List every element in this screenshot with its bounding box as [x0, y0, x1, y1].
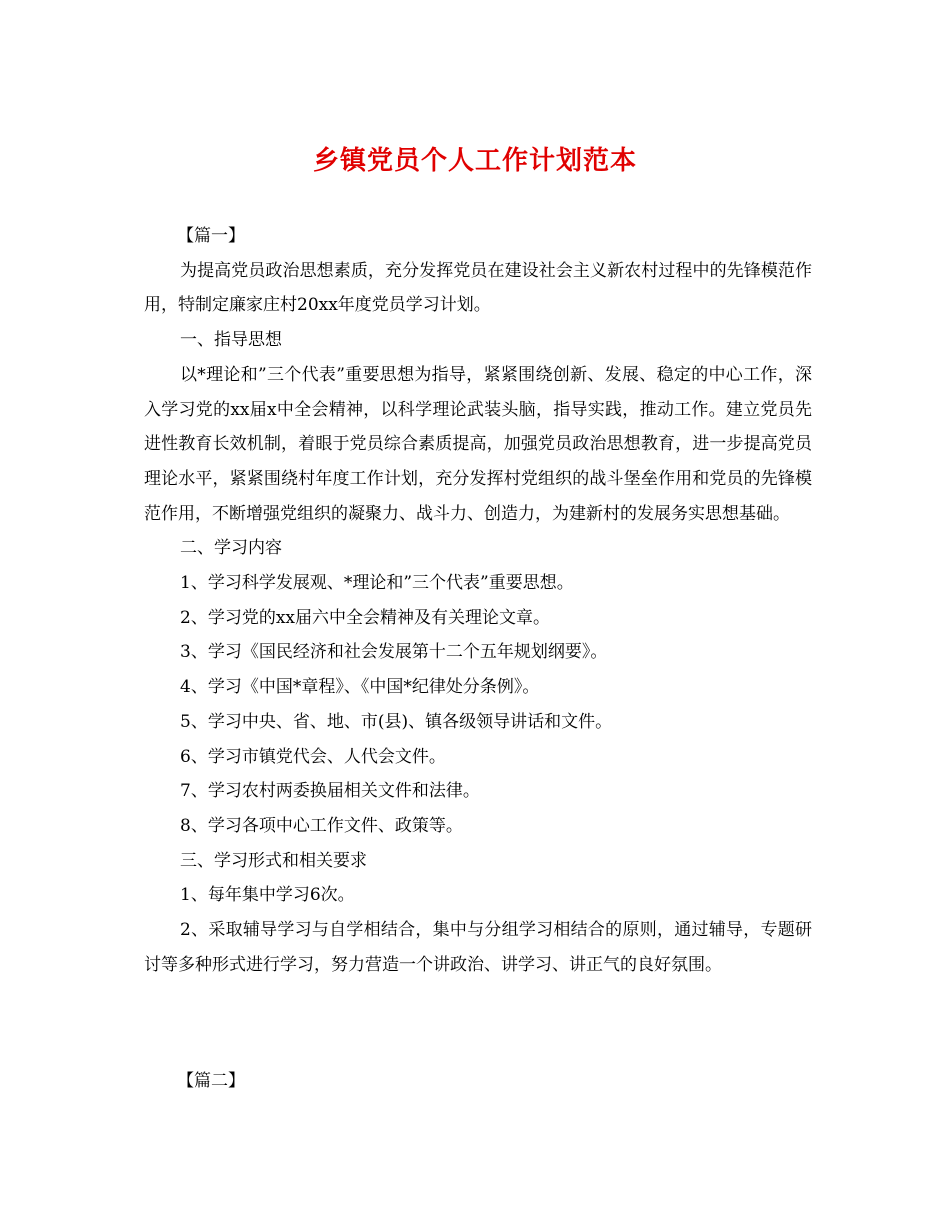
document-body	[144, 219, 812, 982]
heading-study-form: 三、学习形式和相关要求	[180, 850, 367, 871]
list-item: 7、学习农村两委换届相关文件和法律。	[180, 781, 480, 802]
list-item: 1、每年集中学习6次。	[180, 885, 355, 906]
heading-study-content: 二、学习内容	[180, 538, 282, 559]
list-item: 5、学习中央、省、地、市(县)、镇各级领导讲话和文件。	[180, 711, 613, 732]
list-item: 1、学习科学发展观、*理论和”三个代表”重要思想。	[180, 573, 574, 594]
list-item: 8、学习各项中心工作文件、政策等。	[180, 815, 463, 836]
list-item: 3、学习《国民经济和社会发展第十二个五年规划纲要》。	[180, 642, 608, 663]
section-marker-1: 【篇一】	[177, 226, 245, 246]
section-marker-2: 【篇二】	[177, 1071, 245, 1091]
document-title: 乡镇党员个人工作计划范本	[312, 146, 637, 176]
list-item: 6、学习市镇党代会、人代会文件。	[180, 746, 446, 767]
heading-guiding-thought: 一、指导思想	[180, 330, 282, 351]
list-item: 2、采取辅导学习与自学相结合，集中与分组学习相结合的原则，通过辅导，专题研讨等多种形式进行学习，努力营造一个讲政治、讲学习、讲正气的良好氛围。	[144, 920, 812, 975]
list-item: 2、学习党的xx届六中全会精神及有关理论文章。	[180, 607, 550, 628]
intro-paragraph: 为提高党员政治思想素质，充分发挥党员在建设社会主义新农村过程中的先锋模范作用，特制定廉家庄村20xx年度党员学习计划。	[144, 260, 812, 316]
guiding-paragraph: 以*理论和”三个代表”重要思想为指导，紧紧围绕创新、发展、稳定的中心工作，深入学习党的xx届x中全会精神，以科学理论武装头脑，指导实践，推动工作。建立党员先进性教育长效机制，着眼于党员综合素质提高，加强党员政治思想教育，进一步提高党员理论水平，紧紧围绕村年度工作计划，充分发挥村党组织的战斗堡垒作用和党员的先锋模范作用，不断增强党组织的凝聚力、战斗力、创造力，为建新村的发展务实思想基础。	[144, 364, 812, 524]
list-item: 4、学习《中国*章程》、《中国*纪律处分条例》。	[180, 677, 540, 698]
